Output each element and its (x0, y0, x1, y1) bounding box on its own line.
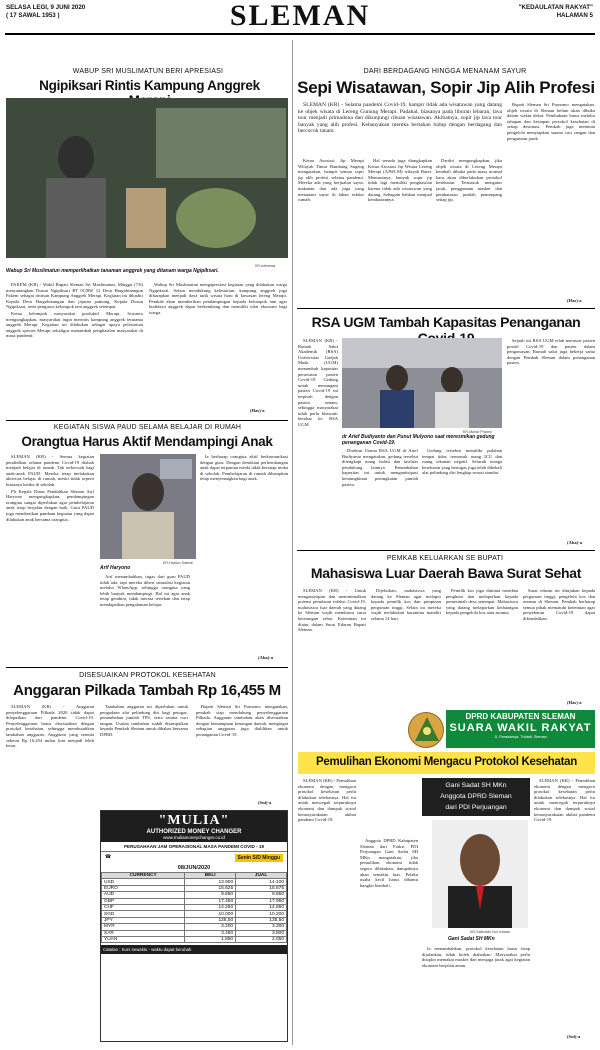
paragraph: Ketua Asosiasi Jip Merapi Wilayah Timur Bambang Sugeng mengatakan, hampir semua sopir jip alih profesi selama pandemi. Mereka ada yang berjualan sayur, makanan dan ada juga yang menanam sayur di lahan sekitar rumah. (298, 158, 364, 203)
story-column-4 (523, 588, 595, 698)
story-sign-off: (Aha)-a (258, 655, 274, 660)
photo-credit: KR-Hadion Satredi (163, 561, 193, 565)
story-sign-off: (Has)-a (567, 700, 582, 705)
story-column-2 (368, 158, 432, 298)
sell-rate-cell: 17.950 (236, 898, 287, 904)
paragraph: Arif menambahkan, tugas dari guru PAUD tidak ada, tapi mereka diberi stimulasi kegiatan melalui WhatsApp, sehingga orangtua yang lebih banyak mendampingi. Hal ini agar anak tetap gembira, tidak merasa tertekan dan tetap mendapatkan pengalaman belajar. (100, 574, 190, 607)
currency-cell: USD (102, 879, 185, 885)
buy-rate-cell: 1.850 (185, 936, 236, 942)
divider (297, 308, 595, 309)
money-changer-ad (100, 810, 288, 1042)
story-sign-off: (Has)-a (567, 298, 582, 303)
paragraph: Wabup Sri Muslimatun mengapresiasi kegiatan yang dilakukan warga Ngipiksari. Selain mendukung kelestarian, kampung anggrek juga diharapkan menjadi daya tarik wisata baru di kawasan lereng Merapi. Pemkab akan memberikan pendampingan kepada kelompok tani agar budidaya anggrek dapat berkembang dan memiliki nilai ekonomi bagi warga. (149, 282, 287, 315)
dprd-title: DPRD KABUPATEN SLEMAN (465, 712, 576, 721)
kicker: WABUP SRI MUSLIMATUN BERI APRESIASI (72, 68, 224, 75)
photo-illustration (6, 98, 288, 258)
paragraph: Pemilik kos juga diminta mendata penghuni dan melaporkan kepada pemerintah desa setempat. Mahasiswa yang datang melaporkan kedatangan kepada pengelola kos atau asrama. (446, 588, 518, 616)
story-column-4 (507, 102, 595, 298)
story-column-3 (422, 448, 502, 540)
story-column-1 (298, 338, 338, 538)
column-header: CURRENCY (102, 873, 185, 879)
paragraph: Hal senada juga diungkapkan Ketua Asosiasi Jip Wisata Lereng Merapi (AJWLM) wilayah Barat. Menurutnya, banyak sopir jip tidak lagi memiliki penghasilan karena tidak ada wisatawan yang datang. Sebagian bahkan menjual kendaraannya. (368, 158, 432, 203)
divider (6, 420, 288, 421)
buy-rate-cell: 3.450 (185, 930, 236, 936)
currency-cell: AUD (102, 892, 185, 898)
buy-rate-cell: 17.450 (185, 898, 236, 904)
story-column-1 (6, 282, 143, 416)
story-sign-off: (Sni)-a (567, 1034, 581, 1039)
sell-rate-cell: 14.100 (236, 879, 287, 885)
story-column-3 (200, 454, 288, 654)
dprd-column-1 (298, 778, 356, 1043)
paragraph: SLEMAN (KR) - Rumah Sakit Akademik (RSA) Universitas Gadjah Mada (UGM) menambah kapasitas perawatan pasien Covid-19. Gedung untuk menangani pasien Covid-19 ini terpisah dengan pasien umum, sehingga masyarakat tidak perlu khawatir berobat ke RSA UGM. (298, 338, 338, 427)
headline: Orangtua Harus Aktif Mendampingi Anak (21, 434, 273, 449)
dprd-headline-bar (298, 752, 595, 774)
ad-footer: Catatan : Kurs sewaktu - waktu dapat berubah (101, 945, 287, 954)
photo-rsa-ugm (342, 338, 502, 428)
sell-rate-cell: 2.050 (236, 936, 287, 942)
dprd-address: Jl. Parasamya, Tridadi, Sleman (494, 735, 547, 739)
sell-rate-cell: 3.800 (236, 930, 287, 936)
emblem-icon (409, 713, 445, 749)
buy-rate-cell: 10.000 (185, 911, 236, 917)
column-divider (292, 40, 293, 1045)
buy-rate-cell: 15.625 (185, 885, 236, 891)
paragraph: PAKEM (KR) - Wakil Bupati Sleman Sri Muslimatun, Minggu (7/6) mencanangkan Dusun Ngipiksari RT 01/RW 12 Desa Hargobinangun Pakem sebagai rintisan Kampung Anggrek Merapi. Kegiatan ini dihadiri Kepala Desa Hargobinangun dan jajaran pamong, Kepala Dusun Ngipiksari, serta pengurus kelompok tani anggrek setempat. (6, 282, 143, 310)
headline: Anggaran Pilkada Tambah Rp 16,455 M (13, 682, 281, 699)
story-column-2 (149, 282, 287, 406)
paragraph: Tambahan anggaran ini diperlukan untuk pengadaan alat pelindung diri bagi petugas, penambahan jumlah TPS, serta sarana cuci tangan. Usulan tambahan sudah disampaikan kepada Pemkab Sleman untuk dibahas bersama DPRD. (100, 704, 188, 737)
currency-cell: EURO (102, 885, 185, 891)
ad-rate-date: 08/JUN/2020 (177, 865, 211, 871)
dprd-logo (408, 712, 444, 748)
paragraph: SLEMAN (KR) - Pemulihan ekonomi dengan mengacu protokol kesehatan perlu dilakukan selekasnya. Hal itu untuk mencegah terpuruknya ekonomi dan dampak sosial kemasyarakatan akibat pandemi Covid-19. (534, 778, 595, 823)
sell-rate-cell: 9.850 (236, 892, 287, 898)
sell-rate-cell: 3.300 (236, 924, 287, 930)
story-column-2 (371, 588, 441, 778)
story-column-2 (100, 704, 188, 799)
paragraph: Gedung tersebut memiliki puluhan tempat tidur, termasuk ruang ICU dan ruang tekanan negatif. Seluruh tenaga kesehatan yang bertugas juga telah dibekali alat pelindung diri lengkap sesuai standar. (422, 448, 502, 476)
photo-credit: KR-istimewa (255, 264, 276, 268)
paragraph: SLEMAN (KR) - Pemulihan ekonomi dengan mengacu protokol kesehatan perlu dilakukan selekasnya. Hal itu untuk mencegah terpuruknya ekonomi dan dampak sosial kemasyarakatan akibat pandemi Covid-19. (298, 778, 356, 823)
section-title: SLEMAN (229, 0, 371, 32)
photo-caption: Gani Sadat SH MKn (448, 936, 495, 942)
paragraph: SLEMAN (KR) - Anggaran penyelenggaraan Pilkada 2020 tidak dapat dilepaskan dari pandemi Covid-19. Penyelenggaraan harus disesuaikan dengan protokol kesehatan, sehingga membutuhkan tambahan anggaran. Anggaran yang semula sebesar Rp 16,454 miliar kini menjadi lebih besar. (6, 704, 94, 749)
dprd-banner (446, 710, 595, 748)
paragraph: Dardiri mengungkapkan, jika objek wisata di Lereng Merapi kembali dibuka pada masa normal baru akan diberlakukan protokol kesehatan. Termasuk mengatur jarak, penggunaan masker dan pembatasan jumlah penumpang setiap jip. (436, 158, 502, 203)
divider (6, 667, 288, 668)
buy-rate-cell: 14.250 (185, 904, 236, 910)
paragraph: Direktur Utama RSA UGM dr Arief Budiyanto mengatakan, gedung tersebut dilengkapi ruang isolasi dan fasilitas pendukung lainnya. Penambahan kapasitas ini untuk mengantisipasi kemungkinan peningkatan jumlah pasien. (342, 448, 418, 487)
paragraph: SLEMAN (KR) - Selama pandemi Covid-19, hampir tidak ada wisatawan yang datang ke objek wisata di Lereng Gunung Merapi. Padahal, biasanya pada liburan lebaran, lava tour menjadi primadona dan dikunjungi ribuan wisatawan. Akibatnya, sopir jip lava tour banyak yang alih profesi. Kebanyakan mereka bertahan hidup dengan berdagang dan bercocok tanam. (298, 102, 502, 135)
sell-rate-cell: 10.200 (236, 911, 287, 917)
paragraph: Bupati Sleman Sri Purnomo mengatakan, pemkab siap mendukung penyelenggaraan Pilkada. Anggaran tambahan akan disesuaikan dengan kemampuan keuangan daerah, mengingat sebagian anggaran juga dialihkan untuk penanganan Covid-19. (196, 704, 288, 737)
paragraph: Ia berharap orangtua aktif berkomunikasi dengan guru. Dengan demikian perkembangan anak dapat terpantau meski tidak bertatap muka di sekolah. Pembelajaran di rumah diharapkan tetap menyenangkan bagi anak. (200, 454, 288, 482)
sell-rate-cell: 135,50 (236, 917, 287, 923)
profile-role: Anggota DPRD Sleman (440, 793, 512, 800)
paragraph: Surat edaran ini ditujukan kepada perguruan tinggi, pengelola kos dan asrama di Sleman. Pemkab berharap semua pihak mematuhi ketentuan agar penyebaran Covid-19 dapat dikendalikan. (523, 588, 595, 621)
portrait-illustration (432, 820, 528, 928)
story-sign-off: (Aha)-a (567, 540, 583, 545)
story-column-2 (342, 448, 418, 540)
buy-rate-cell: 13.900 (185, 879, 236, 885)
photo-caption: Wabup Sri Muslimatun memperlihatkan tanaman anggrek yang ditanam warga Ngipiksari. (6, 268, 219, 274)
kicker: DISESUAIKAN PROTOKOL KESEHATAN (79, 672, 216, 679)
headline: Ngipiksari Rintis Kampung Anggrek (39, 78, 260, 93)
masthead-rule (5, 33, 595, 35)
dprd-column-2 (360, 838, 418, 1043)
story-lead (298, 102, 502, 154)
currency-cell: MYR (102, 924, 185, 930)
column-header: BELI (185, 873, 236, 879)
dprd-column-3 (422, 946, 530, 1042)
buy-rate-cell: 3.200 (185, 924, 236, 930)
dprd-column-4 (534, 778, 595, 1033)
story-column-4 (507, 338, 595, 538)
currency-cell: SAR (102, 930, 185, 936)
story-column-3 (196, 704, 288, 799)
photo-illustration (100, 454, 196, 559)
currency-cell: SGD (102, 911, 185, 917)
story-column-2 (100, 574, 190, 658)
story-sign-off: (Has)-a (250, 408, 265, 413)
kicker: PEMKAB KELUARKAN SE BUPATI (386, 555, 504, 562)
paragraph: Anggota DPRD Kabupaten Sleman dari Fraksi PDI Perjuangan Gani Sadat SH MKn mengatakan, jika pemulihan ekonomi tidak segera dilakukan, dampaknya akan semakin luas. Pelaku usaha kecil harus dibantu bangkit kembali. (360, 838, 418, 888)
headline: RSA UGM Tambah Kapasitas Penanganan (311, 314, 581, 330)
currency-cell: GBP (102, 898, 185, 904)
issue-date: SELASA LEGI, 9 JUNI 2020 (6, 4, 86, 11)
ad-header (101, 811, 287, 842)
ad-website: www.muliamoneychanger.co.id (163, 835, 225, 840)
paragraph: Plt Kepala Dinas Pendidikan Sleman Arif Haryono mengungkapkan, pendampingan orangtua sangat diperlukan agar pembelajaran anak tetap berjalan dengan baik. Guru PAUD juga memberikan panduan kegiatan yang dapat dilakukan anak bersama orangtua. (6, 488, 94, 522)
paragraph: SLEMAN (KR) - Untuk mengantisipasi dan meminimalkan potensi penularan infeksi Covid-19, mahasiswa luar daerah yang datang ke Sleman wajib membawa surat keterangan sehat. Ketentuan ini diatur dalam Surat Edaran Bupati Sleman. (298, 588, 366, 633)
exchange-rate-table (101, 872, 287, 943)
buy-rate-cell: 9.650 (185, 892, 236, 898)
ad-brand: "MULIA" (158, 813, 230, 828)
ad-phone-icon: ☎ (105, 854, 112, 860)
headline: Mahasiswa Luar Daerah Bawa Surat Sehat (310, 565, 582, 581)
story-column-3 (436, 158, 502, 298)
divider (297, 550, 595, 551)
kicker: KEGIATAN SISWA PAUD SELAMA BELAJAR DI RUMAH (53, 424, 242, 431)
currency-cell: JPY (102, 917, 185, 923)
photo-credit: KR-Muhar Priatmi (463, 430, 492, 434)
photo-illustration (342, 338, 502, 428)
paragraph: Dijelaskan, mahasiswa yang datang ke Sleman agar melapor kepada pemilik kos dan pimpinan perguruan tinggi. Selain itu mereka wajib melakukan karantina mandiri selama 14 hari. (371, 588, 441, 621)
javanese-date: ( 17 SAWAL 1953 ) (6, 12, 60, 19)
photo-caption: Arif Haryono (100, 565, 131, 571)
paragraph: SLEMAN (KR) - Semua kegiatan pendidikan selama pandemi Covid-19 diubah menjadi belajar di rumah. Tak terkecuali bagi anak-anak PAUD. Mereka tetap melakukan aktivitas belajar di rumah, meski tidak seperti biasanya ketika di sekolah. (6, 454, 94, 487)
page-number: HALAMAN 5 (556, 12, 593, 19)
photo-wabup-orchid (6, 98, 288, 258)
photo-caption: dr Arief Budiyanto dan Punut Mulyono saat meresmikan gedung penanganan Covid-19. (342, 434, 495, 446)
ad-notice: PERUSAHAAN JAM OPERASIONAL MASA PANDEMI COVID - 19 (101, 842, 287, 852)
currency-cell: CHF (102, 904, 185, 910)
photo-arif-haryono (100, 454, 196, 559)
sell-rate-cell: 14.850 (236, 904, 287, 910)
paragraph: Ketua kelompok masyarakat produktif Merapi, Sriyanto mengungkapkan, masyarakat ingin merintis kampung anggrek terutama anggrek Merapi. Kegiatan ini dilakukan sebagai upaya pelestarian anggrek spesies Merapi sekaligus menambah penghasilan masyarakat di masa pandemi. (6, 310, 143, 339)
story-column-1 (298, 588, 366, 778)
paragraph: Ia menambahkan, protokol kesehatan harus tetap dijalankan, tidak boleh diabaikan. Masyarakat perlu disiplin memakai masker dan menjaga jarak agar kegiatan ekonomi berjalan aman. (422, 946, 530, 968)
ad-tagline: AUTHORIZED MONEY CHANGER (146, 829, 242, 835)
currency-cell: YUAN (102, 936, 185, 942)
buy-rate-cell: 125,50 (185, 917, 236, 923)
story-column-3 (446, 588, 518, 698)
photo-gani-sadat (432, 820, 528, 928)
story-column-1 (6, 704, 94, 1044)
dprd-profile-box (422, 778, 530, 816)
headline: Sepi Wisatawan, Sopir Jip Alih Profesi (297, 78, 595, 97)
rate-rows (102, 879, 287, 943)
sell-rate-cell: 15.875 (236, 885, 287, 891)
headline: Pemulihan Ekonomi Mengacu Protokol Kesehatan (316, 756, 577, 768)
table-row (102, 936, 287, 942)
paragraph: Sejauh ini RSA UGM telah merawat pasien positif Covid-19 dan pasien dalam pengawasan. Rumah sakit juga bekerja sama dengan Pemkab Sleman dalam penanganan pasien. (507, 338, 595, 366)
story-column-1 (6, 454, 94, 664)
motto: "KEDAULATAN RAKYAT" (518, 4, 593, 11)
photo-credit: KR-Saifuddin Nur Ichwan (470, 930, 511, 934)
kicker: DARI BERDAGANG HINGGA MENANAM SAYUR (363, 68, 527, 75)
story-column-1 (298, 158, 364, 298)
profile-name: Gani Sadat SH MKn (445, 782, 507, 789)
ad-open-days: Senin S/D Minggu (235, 854, 284, 862)
paragraph: Bupati Sleman Sri Purnomo mengatakan, objek wisata di Sleman belum akan dibuka dalam waktu dekat. Pembukaan harus melalui tahapan dan kesiapan protokol kesehatan di setiap destinasi. Pemkab juga meminta pengelola menyiapkan sarana cuci tangan dan pengaturan jarak. (507, 102, 595, 141)
story-sign-off: (Sni)-a (258, 800, 272, 805)
profile-party: dari PDI Perjuangan (445, 804, 507, 811)
dprd-column-name: SUARA WAKIL RAKYAT (449, 722, 592, 734)
column-header: JUAL (236, 873, 287, 879)
